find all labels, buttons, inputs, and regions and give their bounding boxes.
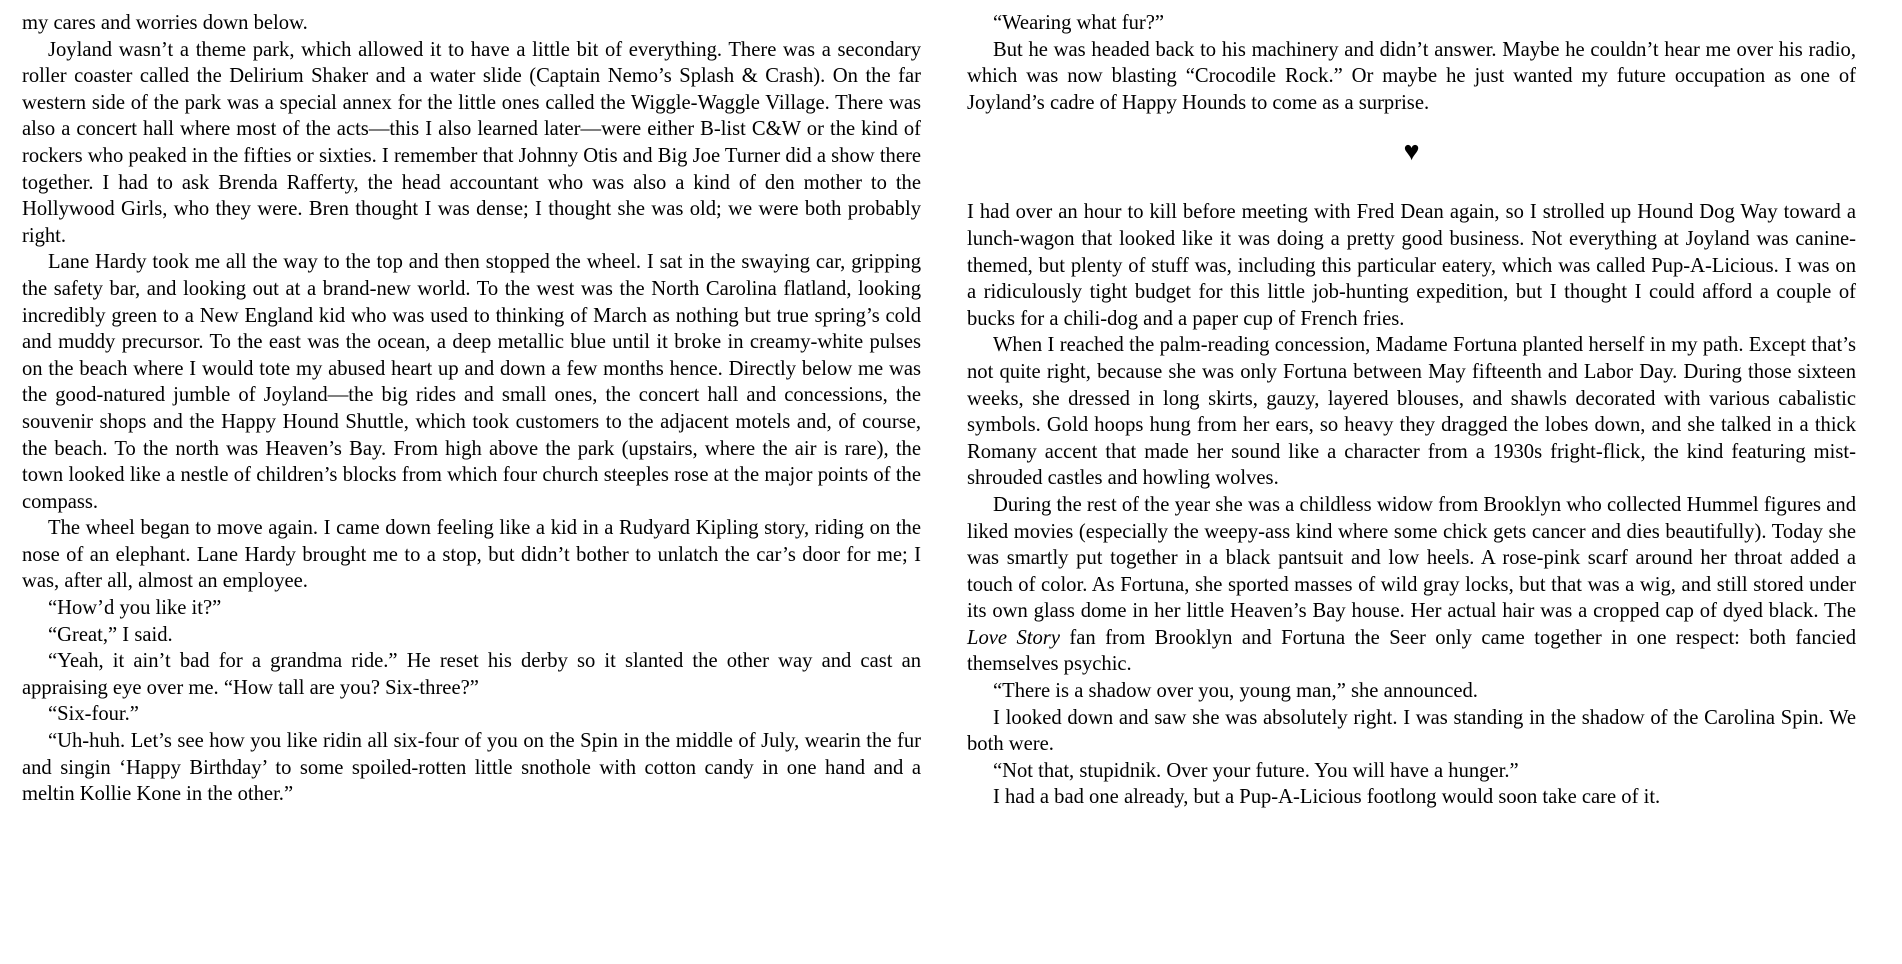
body-paragraph: Joyland wasn’t a theme park, which allowed it to have a little bit of everything. There was a secondary roller coaster called the Delirium Shaker and a water slide (Captain Nemo’s Splash & Crash). On the far western side of the park was a special annex for the little ones called the Wiggle-Waggle Village. There was also a concert hall where most of the acts—this I also learned later—were either B-list C&W or the kind of rockers who peaked in the fifties or sixties. I remember that Johnny Otis and Big Joe Turner did a show there together. I had to ask Brenda Rafferty, the head accountant who was also a kind of den mother to the Hollywood Girls, who they were. Bren thought I was dense; I thought she was old; we were both probably right. <box>22 38 921 247</box>
body-paragraph: When I reached the palm-reading concession, Madame Fortuna planted herself in my path. Except that’s not quite right, because she was only Fortuna between May fifteenth and Labor Day. During those sixteen weeks, she dressed in long skirts, gauzy, layered blouses, and shawls decorated with various cabalistic symbols. Gold hoops hung from her ears, so heavy they dragged the lobes down, and she talked in a thick Romany accent that made her sound like a character from a 1930s fright-flick, the kind featuring mist-shrouded castles and howling wolves. <box>967 334 1856 490</box>
right-text-column <box>951 10 1902 964</box>
body-paragraph: I looked down and saw she was absolutely right. I was standing in the shadow of the Carolina Spin. We both were. <box>967 706 1856 756</box>
body-paragraph: “Wearing what fur?” <box>993 12 1165 34</box>
body-paragraph: “How’d you like it?” <box>48 597 222 620</box>
body-paragraph: “Six-four.” <box>48 703 139 726</box>
body-paragraph: The wheel began to move again. I came down feeling like a kid in a Rudyard Kipling story, riding on the nose of an elephant. Lane Hardy brought me to a stop, but didn’t bother to unlatch the car’s door for me; I was, after all, almost an employee. <box>22 517 921 593</box>
body-paragraph: I had a bad one already, but a Pup-A-Licious footlong would soon take care of it. <box>993 786 1661 809</box>
body-paragraph: “Not that, stupidnik. Over your future. You will have a hunger.” <box>993 759 1519 782</box>
left-text-column <box>0 10 951 964</box>
body-paragraph: “Great,” I said. <box>48 623 173 646</box>
body-paragraph: Lane Hardy took me all the way to the top and then stopped the wheel. I sat in the swaying car, gripping the safety bar, and looking out at a brand-new world. To the west was the North Carolina flatland, looking incredibly green to a New England kid who was used to thinking of March as nothing but true spring’s cold and muddy precursor. To the east was the ocean, a deep metallic blue until it broke in creamy-white pulses on the beach where I would tote my abused heart up and down a few months hence. Directly below me was the good-natured jumble of Joyland—the big rides and small ones, the concert hall and concessions, the souvenir shops and the Happy Hound Shuttle, which took customers to the adjacent motels and, of course, the beach. To the north was Heaven’s Bay. From high above the park (upstairs, where the air is rare), the town looked like a nestle of children’s blocks from which four church steeples rose at the major points of the compass. <box>22 251 921 513</box>
body-paragraph: my cares and worries down below. <box>22 12 308 34</box>
body-paragraph: But he was headed back to his machinery and didn’t answer. Maybe he couldn’t hear me over his radio, which was now blasting “Crocodile Rock.” Or maybe he just wanted my future occupation as one of Joyland’s cadre of Happy Hounds to come as a surprise. <box>967 38 1856 114</box>
body-paragraph: “There is a shadow over you, young man,” she announced. <box>993 680 1478 703</box>
body-paragraph: I had over an hour to kill before meeting with Fred Dean again, so I strolled up Hound Dog Way toward a lunch-wagon that looked like it was doing a pretty good business. Not everything at Joyland was canine-themed, but plenty of stuff was, including this particular eatery, which was called Pup-A-Licious. I was on a ridiculously tight budget for this little job-hunting expedition, but I thought I could afford a couple of bucks for a chili-dog and a paper cup of French fries. <box>967 201 1856 330</box>
heart-ornament-icon: ♥ <box>1403 136 1420 167</box>
body-paragraph: “Yeah, it ain’t bad for a grandma ride.” He reset his derby so it slanted the other way and cast an appraising eye over me. “How tall are you? Six-three?” <box>22 650 921 699</box>
body-paragraph: “Uh-huh. Let’s see how you like ridin all six-four of you on the Spin in the middle of July, wearin the fur and singin ‘Happy Birthday’ to some spoiled-rotten little snothole with cotton candy in one hand and a meltin Kollie Kone in the other.” <box>22 730 921 806</box>
body-paragraph: During the rest of the year she was a childless widow from Brooklyn who collected Hummel figures and liked movies (especially the weepy-ass kind where some chick gets cancer and dies beautifully). Today she was smartly put together in a black pantsuit and low heels. A rose-pink scarf around her throat added a touch of color. As Fortuna, she sported masses of wild gray locks, but that was a wig, and still stored under its own glass dome in her little Heaven’s Bay house. Her actual hair was a cropped cap of dyed black. The Love Story fan from Brooklyn and Fortuna the Seer only came together in one respect: both fancied themselves psychic. <box>967 493 1857 676</box>
